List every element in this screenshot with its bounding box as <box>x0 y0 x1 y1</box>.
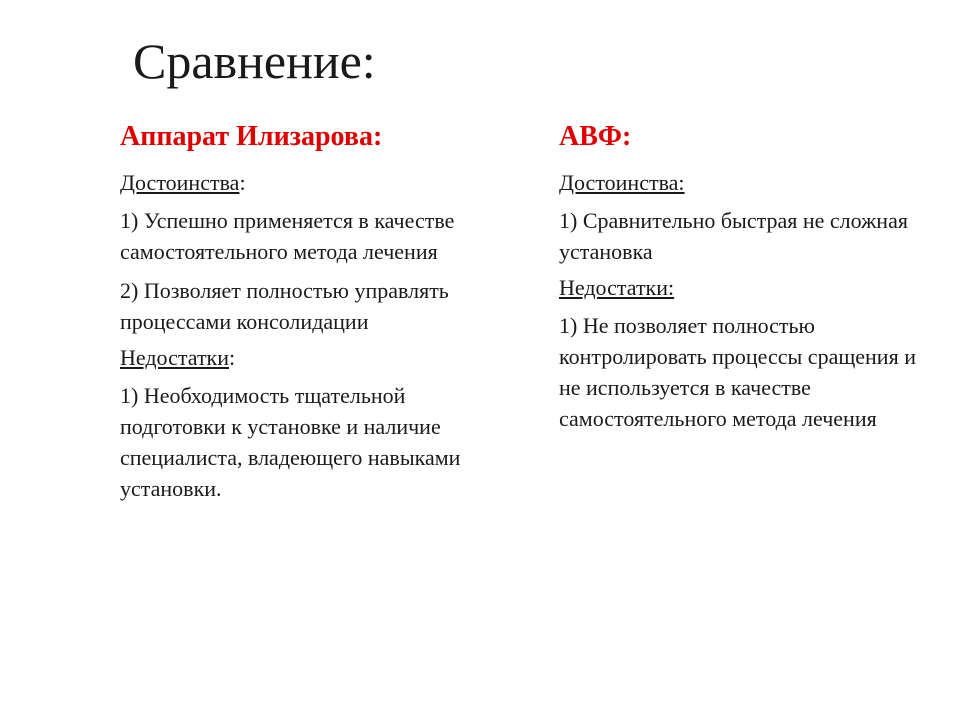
ilizarov-advantage-1: 1) Успешно применяется в качестве самостоятельного метода лечения <box>120 208 455 265</box>
ilizarov-advantages-label-text: Достоинства <box>120 170 240 196</box>
avf-advantages-label-text: Достоинства: <box>559 170 685 196</box>
avf-heading: АВФ: <box>559 121 632 152</box>
avf-column <box>559 121 929 442</box>
ilizarov-column <box>120 121 510 512</box>
avf-advantage-1: 1) Сравнительно быстрая не сложная установка <box>559 208 908 265</box>
ilizarov-advantage-2: 2) Позволяет полностью управлять процессами консолидации <box>120 278 449 335</box>
ilizarov-advantages-colon: : <box>239 170 246 196</box>
ilizarov-advantages-label <box>120 170 510 196</box>
ilizarov-heading: Аппарат Илизарова: <box>120 121 383 152</box>
avf-disadvantages-label-text: Недостатки: <box>559 275 675 301</box>
ilizarov-disadvantage-1: 1) Необходимость тщательной подготовки к установке и наличие специалиста, владеющего навыками установки. <box>120 383 461 502</box>
page-title: Сравнение: <box>133 33 376 89</box>
avf-disadvantages-label <box>559 275 929 301</box>
ilizarov-disadvantages-label-text: Недостатки <box>120 345 230 371</box>
avf-disadvantage-1: 1) Не позволяет полностью контролировать процессы сращения и не используется в качестве самостоятельного метода лечения <box>559 313 916 432</box>
ilizarov-disadvantages-colon: : <box>229 345 236 371</box>
avf-advantages-label <box>559 170 929 196</box>
ilizarov-disadvantages-label <box>120 345 510 371</box>
